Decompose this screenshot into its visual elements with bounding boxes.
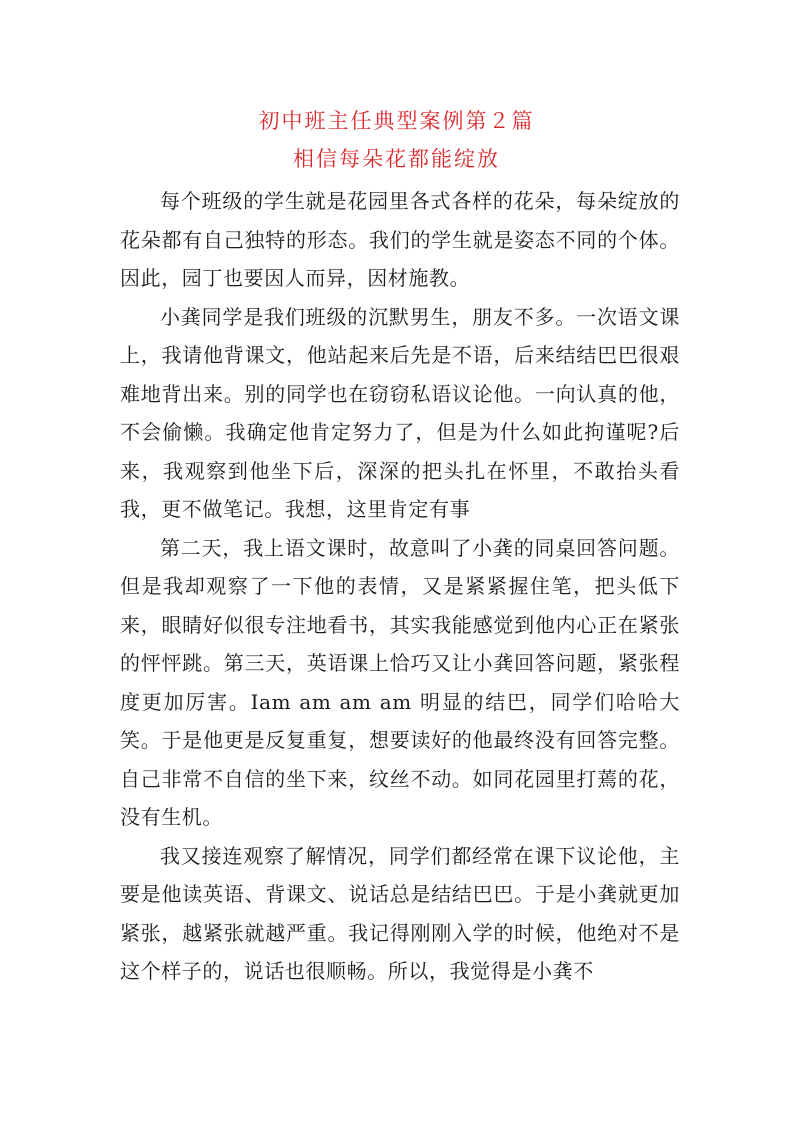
document-title: 初中班主任典型案例第２篇	[258, 109, 535, 133]
paragraph-2: 小龚同学是我们班级的沉默男生，朋友不多。一次语文课上，我请他背课文，他站起来后先是不语，后来结结巴巴很艰难地背出来。别的同学也在窃窃私语议论他。一向认真的他，不会偷懒。我确定他肯定努力了，但是为什么如此拘谨呢?后来，我观察到他坐下后，深深的把头扎在怀里，不敢抬头看我，更不做笔记。我想，这里肯定有事	[120, 304, 680, 521]
paragraph-3: 第二天，我上语文课时，故意叫了小龚的同桌回答问题。但是我却观察了一下他的表情，又是紧紧握住笔，把头低下来，眼睛好似很专注地看书，其实我能感觉到他内心正在紧张的怦怦跳。第三天，英语课上恰巧又让小龚回答问题，紧张程度更加厉害。Iam am am am 明显的结巴，同学们哈哈大笑。于是他更是反复重复，想要读好的他最终没有回答完整。自己非常不自信的坐下来，纹丝不动。如同花园里打蔫的花，没有生机。	[120, 535, 680, 829]
document-subtitle: 相信每朵花都能绽放	[293, 147, 500, 171]
document-body	[120, 182, 680, 991]
paragraph-4: 我又接连观察了解情况，同学们都经常在课下议论他，主要是他读英语、背课文、说话总是结结巴巴。于是小龚就更加紧张，越紧张就越严重。我记得刚刚入学的时候，他绝对不是这个样子的，说话也很顺畅。所以，我觉得是小龚不	[120, 843, 680, 983]
paragraph-1: 每个班级的学生就是花园里各式各样的花朵，每朵绽放的花朵都有自己独特的形态。我们的学生就是姿态不同的个体。因此，园丁也要因人而异，因材施教。	[120, 189, 680, 290]
